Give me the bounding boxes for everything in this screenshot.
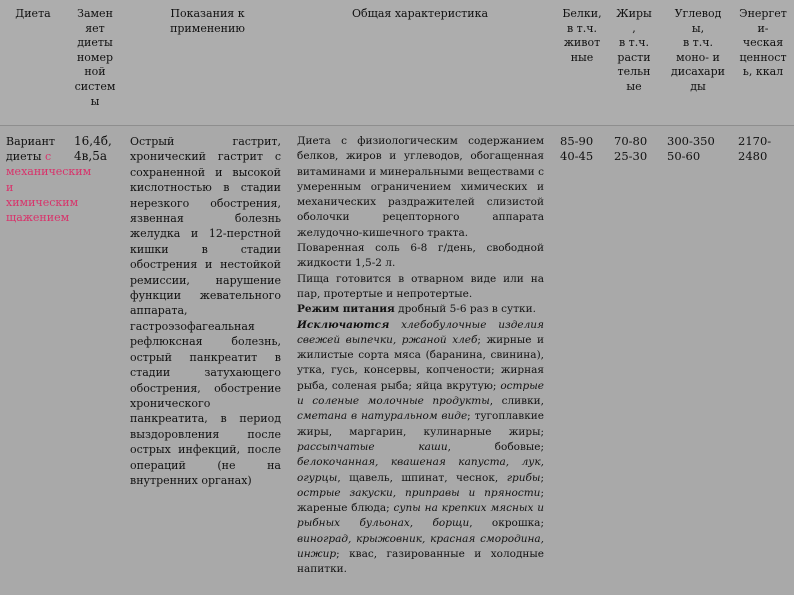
header-fats: Жиры , в т.ч. расти тельн ые [616,7,652,93]
cell-replaces: 16,4б, 4в,5а [74,134,112,164]
excluded-item: хлебобулочные изделия свежей выпечки, ржаной хлеб [297,318,544,346]
excluded-item: виноград, крыжовник, красная смородина, инжир [297,532,544,561]
table-header [0,0,794,126]
cooking-text: Пища готовится в отварном виде или на пар, протертые и непротертые. [297,272,544,300]
cell-carbs: 300-350 50-60 [667,134,715,164]
excluded-item: , щавель, шпинат, чеснок, [337,471,507,484]
header-characteristic: Общая характеристика [351,7,489,20]
header-carbs: Углевод ы, в т.ч. моно- и дисахари ды [671,7,725,93]
excluded-item: острые и соленые молочные продукты [297,379,544,408]
excluded-item: супы на крепких мясных и рыбных бульонах, борщи [297,502,544,530]
header-energy: Энергет и- ческая ценност ь, ккал [739,7,787,79]
cell-energy: 2170- 2480 [738,134,772,164]
characteristic-text: Диета с физиологическим содержанием белков, жиров и углеводов, обогащенная витаминами и минеральными веществами с умеренным ограничением химических и механических раздражителей слизистой оболочки рецепторного аппарата желудочно-кишечного тракта. [297,135,544,239]
header-indications: Показания к применению [170,7,245,35]
excluded-item: ; жареные блюда; [297,486,544,515]
regime-label: Режим питания [297,303,395,316]
excluded-item: , бобовые; [447,440,544,453]
excluded-item: ; квас, газированные и холодные напитки. [297,548,544,576]
cell-characteristic [297,134,544,578]
cell-diet [6,134,92,225]
excluded-item: сметана в натуральном виде [297,410,468,423]
header-proteins: Белки, в т.ч. живот ные [562,7,602,64]
salt-and-liquid-text: Поваренная соль 6-8 г/день, свободной жидкости 1,5-2 л. [297,242,544,270]
excluded-item: , сливки, [489,395,544,408]
diet-name: Вариант диеты [6,135,55,164]
cell-fats: 70-80 25-30 [614,134,648,164]
excluded-item: ; [540,471,544,484]
excluded-item: ; тугоплавкие жиры, маргарин, кулинарные жиры; [297,410,544,438]
header-diet: Диета [15,7,51,20]
excluded-label: Исключаются [297,318,390,331]
excluded-item: белокочанная, квашеная капуста, лук, огурцы [297,456,544,484]
excluded-item: острые закуски, приправы и пряности [297,486,541,499]
excluded-item: ; жирные и жилистые сорта мяса (баранина, свинина), утка, гусь, консервы, копчености; жирная рыба, соленая рыба; яйца вкрутую; [297,333,544,392]
excluded-item: , окрошка; [469,517,544,530]
cell-proteins: 85-90 40-45 [560,134,594,164]
excluded-item: грибы [506,471,541,484]
header-replaces: Замен яет диеты номер ной систем ы [74,7,116,108]
diet-variant-highlight: с механическим и химическим щажением [6,150,92,225]
regime-text: дробный 5-6 раз в сутки. [398,303,536,316]
cell-indications: Острый гастрит, хронический гастрит с сохраненной и высокой кислотностью в стадии нерезкого обострения, язвенная болезнь желудка и 12-перстной кишки в стадии обострения и нестойкой ремиссии, нарушение функции жевательного аппарата, гастроэзофагеальная рефлюксная болезнь, острый панкреатит в стадии затухающего обострения, обострение хронического панкреатита, в период выздоровления после острых инфекций, после операций (не на внутренних органах) [130,135,281,487]
excluded-item: рассыпчатые каши [297,440,448,453]
